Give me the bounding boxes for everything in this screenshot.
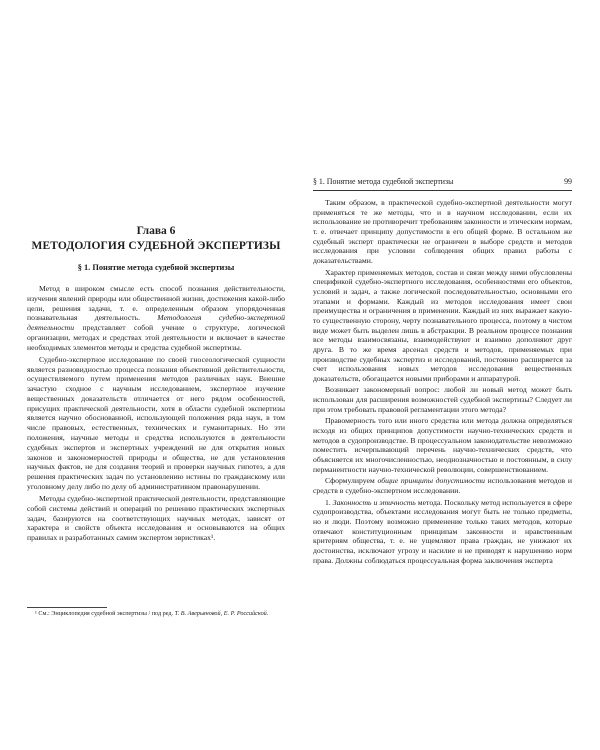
section-title: § 1. Понятие метода судебной экспертизы <box>77 263 235 272</box>
chapter-number: Глава 6 <box>136 225 176 237</box>
left-paragraph-3 <box>27 494 285 543</box>
text-run: Сформулируем <box>325 476 378 486</box>
chapter-title: МЕТОДОЛОГИЯ СУДЕБНОЙ ЭКСПЕРТИЗЫ <box>31 240 281 252</box>
text-run: представляет собой учение о структуре, логической организации, методах и средствах этой деятельности и включает в качестве необходимых элементов методы и средства судебной экспертизы. <box>27 323 285 352</box>
right-paragraph-6 <box>313 498 572 566</box>
running-head: § 1. Понятие метода судебной экспертизы <box>313 177 454 186</box>
footnote <box>27 610 285 618</box>
text-run: Методы судебно-экспертной практической деятельности, представляющие собой системы действий и операций по решению практических экспертных задач, базируются на соответствующих научных методах, зависят от характера и свойств объекта исследования и основываются на общих правилах и разработанных самим экспертом эвристиках¹. <box>27 494 285 543</box>
text-run: использования методов и средств в судебно-экспертном исследовании. <box>313 476 573 496</box>
text-run: Правомерность того или иного средства или метода должна определяться исходя из общих принципов допустимости научно-технических средств и методов в судопроизводстве. В процессуальном законодательстве невозможно поместить исчерпывающий перечень научно-технических средств, что объясняется их многочисленностью, неоднозначностью и постоянным, в силу перманентности научно-технической революции, совершенствованием. <box>313 416 572 474</box>
text-run: Характер применяемых методов, состав и связи между ними обусловлены спецификой судебно-экспертного исследования, особенностями его объектов, условий и задач, а также логической последовательностью, основными его этапами и формами. Каждый из методов исследования имеет свои преимущества и ограничения в применении. Каждый из них выражает какую-то существенную сторону, черту познавательного процесса, поэтому в чистом виде может быть выделен лишь в абстракции. В реальном процессе познания все методы взаимосвязаны, взаимодействуют и взаимно дополняют друг друга. В то же время арсенал средств и методов, применяемых при производстве судебных экспертиз и исследований, постоянно расширяется за счет использования новых методов исследования вещественных доказательств, обогащается новыми приборами и аппаратурой. <box>313 267 572 383</box>
left-paragraph-2 <box>27 355 285 492</box>
text-run: Возникает закономерный вопрос: любой ли новый метод может быть использован для расширения возможностей судебной экспертизы? Следует ли при этом требовать правовой регламентации этого метода? <box>313 385 572 414</box>
right-body-text <box>313 198 572 567</box>
text-run: метода. Поскольку метод используется в сфере судопроизводства, объектами исследования могут быть не только предметы, но и люди. Поэтому возможно применение только таких методов, которые отвечают конституционным принципам законности и нравственным критериям общества, т. е. не ущемляют права граждан, не унижают их достоинства, исключают угрозу и насилие и не приводят к нарушению норм права. Должны соблюдаться процессуальная форма заключения эксперта <box>313 497 573 565</box>
footnote-editors: Т. В. Аверьяновой, Е. Р. Российской. <box>174 610 269 617</box>
text-run: Метод в широком смысле есть способ познания действительности, изучения явлений природы или общественной жизни, достижения какой-либо цели, решения задачи, т. е. определенным образом упорядоченная познавательная деятельность. <box>27 284 285 323</box>
left-paragraph-1 <box>27 284 285 352</box>
right-paragraph-4 <box>313 416 572 474</box>
footnote-text: ¹ См.: Энциклопедия судебной экспертизы / под ред. <box>35 610 175 617</box>
page-number: 99 <box>564 177 572 186</box>
running-head-rule <box>313 190 572 191</box>
text-run-italic: общие принципы допустимости <box>377 476 485 486</box>
footnote-divider <box>27 607 107 608</box>
text-run: Таким образом, в практической судебно-экспертной деятельности могут применяться те же методы, что и в научном исследовании, если их использование не противоречит требованиям законности и этическим нормам, т. е. отвечает принципу допустимости в его общей форме. В остальном же судебный эксперт практически не ограничен в выборе средств и методов исследования при условии соблюдения общих правил работы с доказательствами. <box>313 198 572 265</box>
text-run-italic: Методология судебно-экспертной деятельности <box>27 313 285 333</box>
left-body-text <box>27 284 285 545</box>
right-paragraph-2 <box>313 268 572 384</box>
right-paragraph-1 <box>313 198 572 266</box>
text-run: Судебно-экспертное исследование по своей гносеологической сущности является разновидностью процесса познания объективной действительности, осуществляемого путем применения методов различных наук. Внешне зачастую сходное с научным исследованием, экспертное изучение вещественных доказательств отличается от него рядом особенностей, присущих практической деятельности, хотя в области судебной экспертизы является научно обоснованной, использующей положения ряда наук, в том числе правовых, естественных, технических и гуманитарных. Но эти положения, научные методы и средства используются в деятельности судебных экспертов и экспертных учреждений не для открытия новых законов и закономерностей природы и общества, не для установления научных фактов, не для создания теорий и проверки научных гипотез, а для решения практических задач по установлению истины по гражданскому или уголовному делу либо по делу об административном правонарушении. <box>27 354 285 491</box>
text-run-italic: Законность и этичность <box>332 497 416 507</box>
right-paragraph-5 <box>313 476 572 495</box>
right-paragraph-3 <box>313 385 572 414</box>
text-run: 1. <box>325 497 333 507</box>
